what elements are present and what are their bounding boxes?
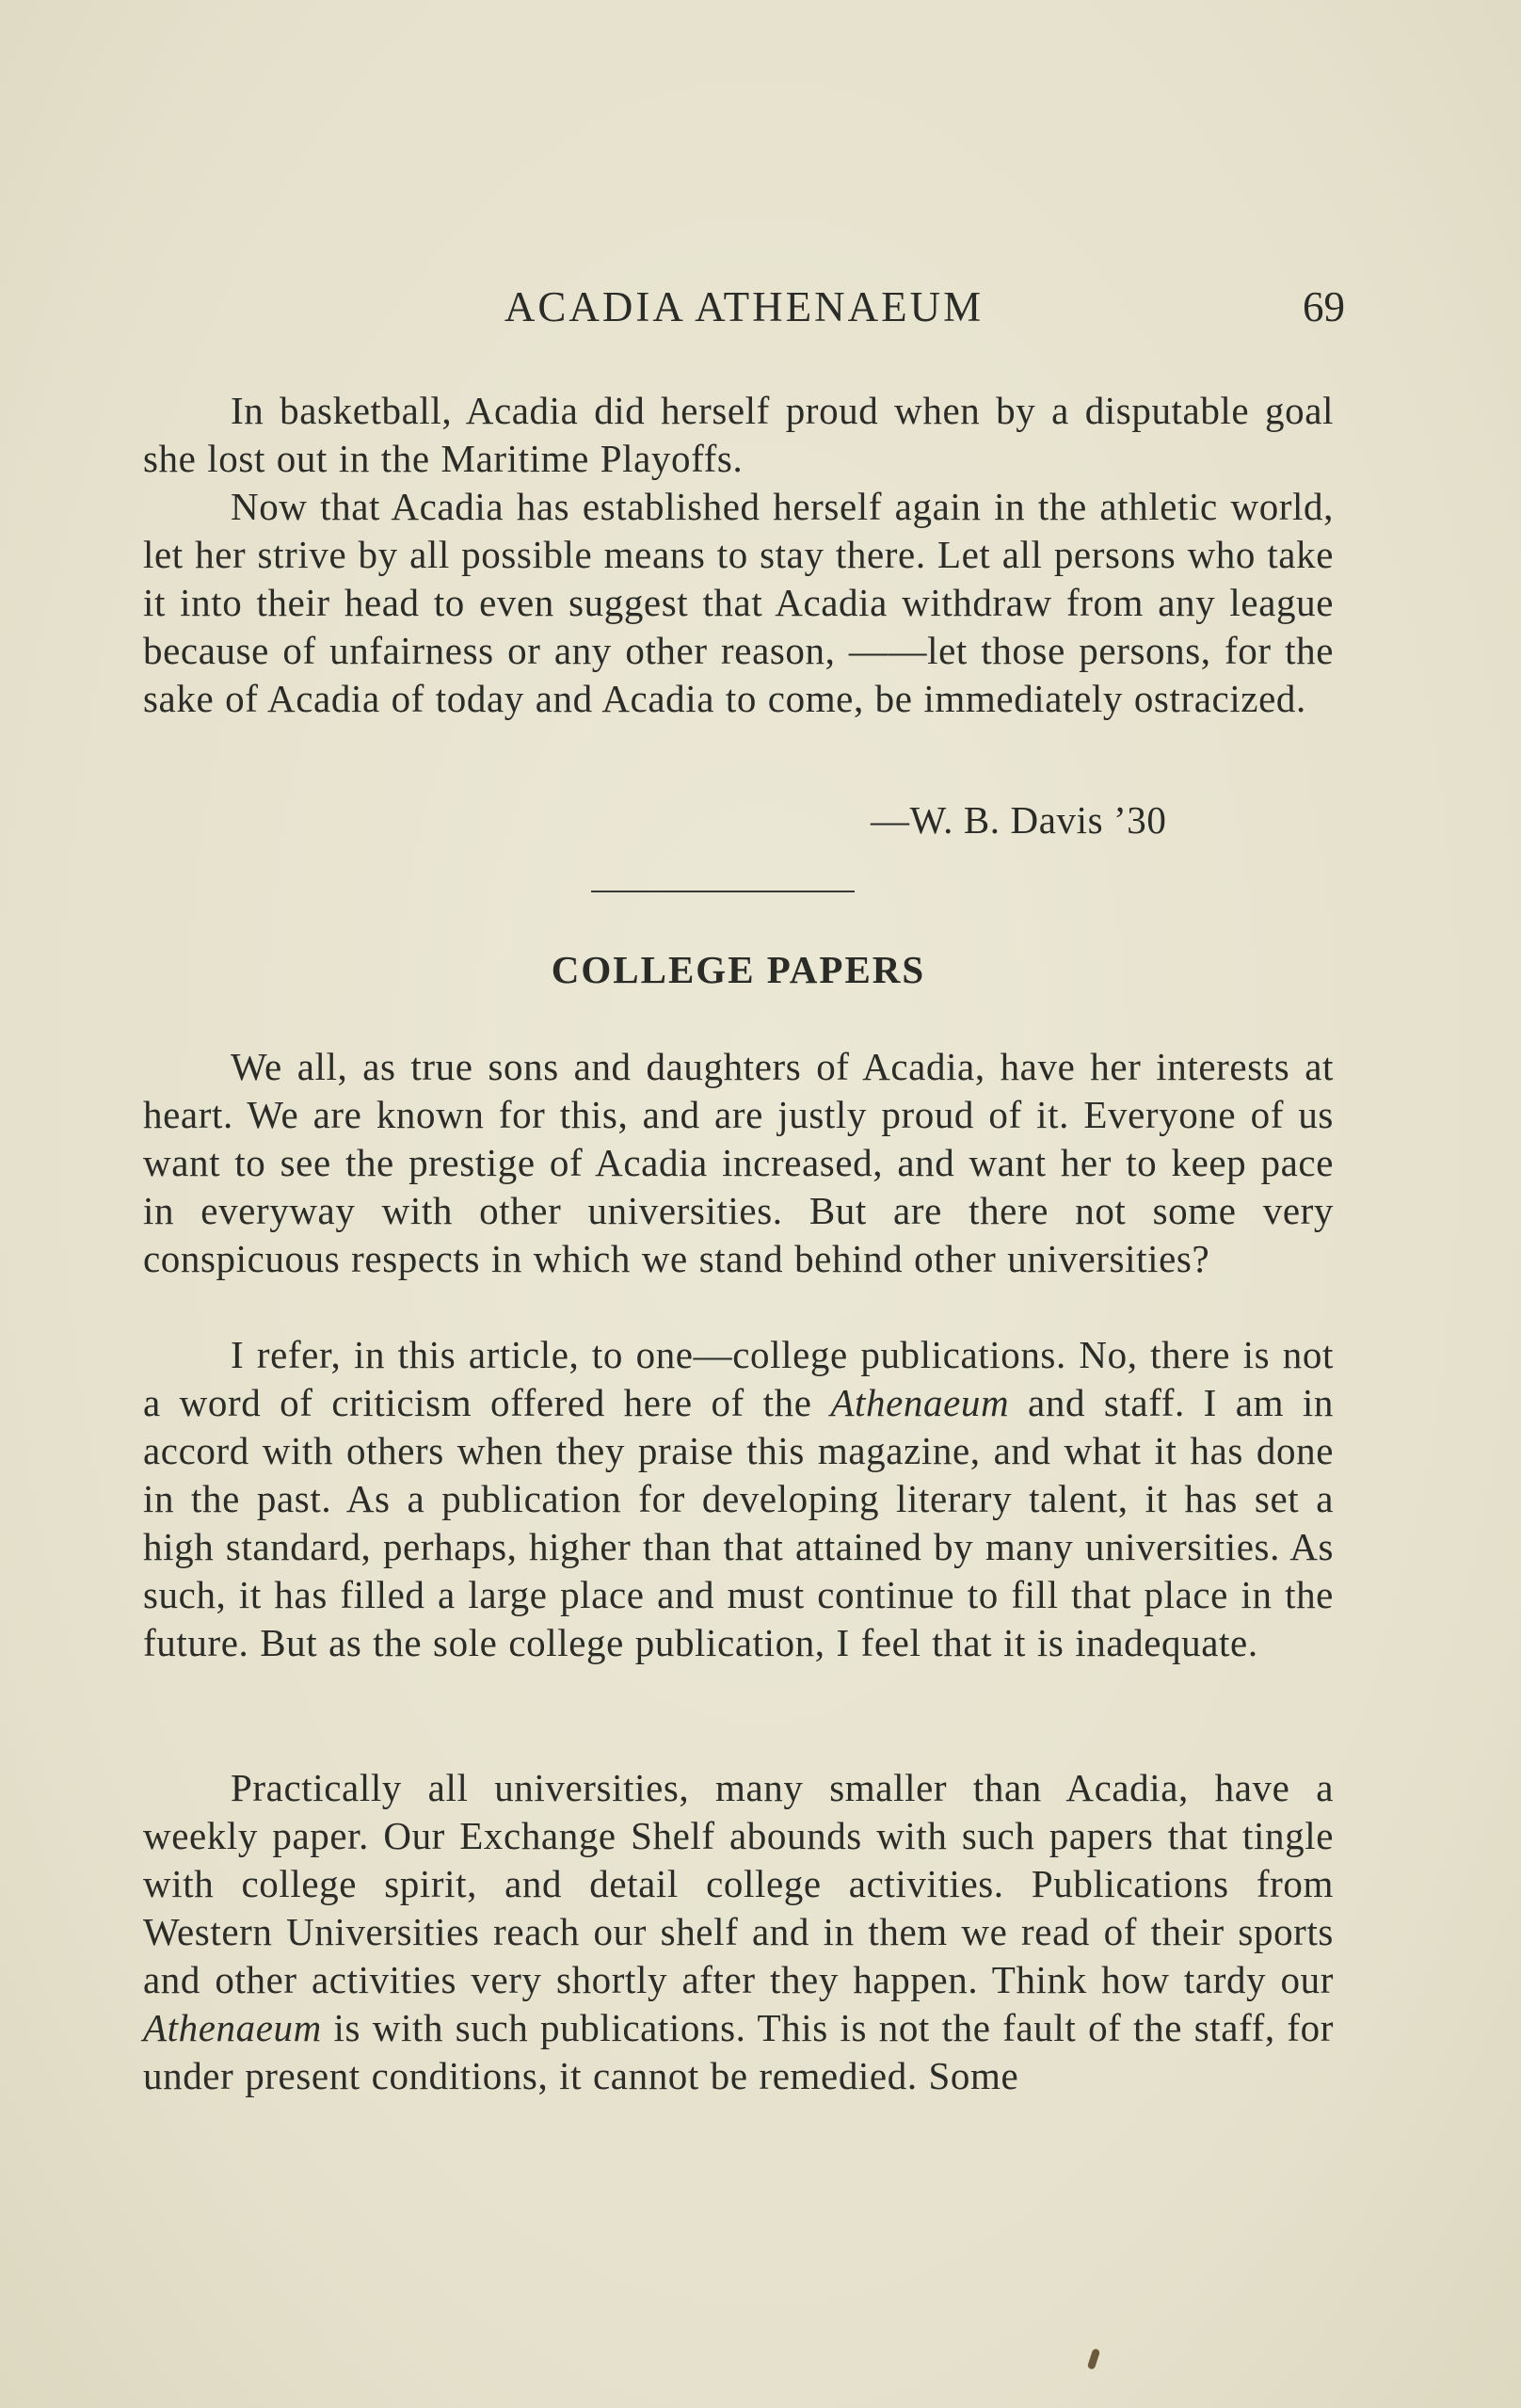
- running-title: ACADIA ATHENAEUM: [504, 283, 985, 330]
- section-divider: [591, 891, 855, 892]
- paragraph-weekly-paper: [143, 1764, 1334, 2156]
- section-title: COLLEGE PAPERS: [551, 948, 926, 991]
- text-segment: I refer, in this article, to one—college publications. No, there is not a word of criticism offered here of the: [143, 1333, 1334, 1424]
- ink-spot: [1087, 2348, 1100, 2369]
- text-segment: is with such publications. This is not the fault of the staff, for under present conditions, it cannot be remedied. Some: [143, 2006, 1334, 2097]
- page-number: 69: [1303, 283, 1345, 330]
- paragraph-basketball: In basketball, Acadia did herself proud when by a disputable goal she lost out in the Maritime Playoffs.: [143, 389, 1334, 480]
- text-segment: and staff. I am in accord with others when they praise this magazine, and what it has done in the past. As a publication for developing literary talent, it has set a high standard, perhaps, higher than that attained by many universities. As such, it has filled a large place and must continue to fill that place in the future. But as the sole college publication, I feel that it is inadequate.: [143, 1381, 1334, 1664]
- italic-title: Athenaeum: [830, 1381, 1010, 1424]
- author-signature: —W. B. Davis ’30: [871, 798, 1167, 842]
- italic-title: Athenaeum: [143, 2006, 322, 2049]
- paragraph-athletic-world: Now that Acadia has established herself again in the athletic world, let her strive by all possible means to stay there. Let all persons who take it into their head to even suggest that Acadia withdraw from any league because of unfairness or any other reason, ——let those persons, for the sake of Acadia of today and Acadia to come, be immediately ostracized.: [143, 485, 1334, 720]
- page-header: [143, 282, 1345, 348]
- text-segment: Practically all universities, many smaller than Acadia, have a weekly paper. Our Exchange Shelf abounds with such papers that tingle with college spirit, and detail college activities. Publications from Western Universities reach our shelf and in them we read of their sports and other activities very shortly after they happen. Think how tardy our: [143, 1766, 1334, 2001]
- paragraph-publications: [143, 1331, 1334, 1768]
- paragraph-interests: We all, as true sons and daughters of Acadia, have her interests at heart. We are known for this, and are justly proud of it. Everyone of us want to see the prestige of Acadia increased, and want her to keep pace in everyway with other universities. But are there not some very conspicuous respects in which we stand behind other universities?: [143, 1045, 1334, 1280]
